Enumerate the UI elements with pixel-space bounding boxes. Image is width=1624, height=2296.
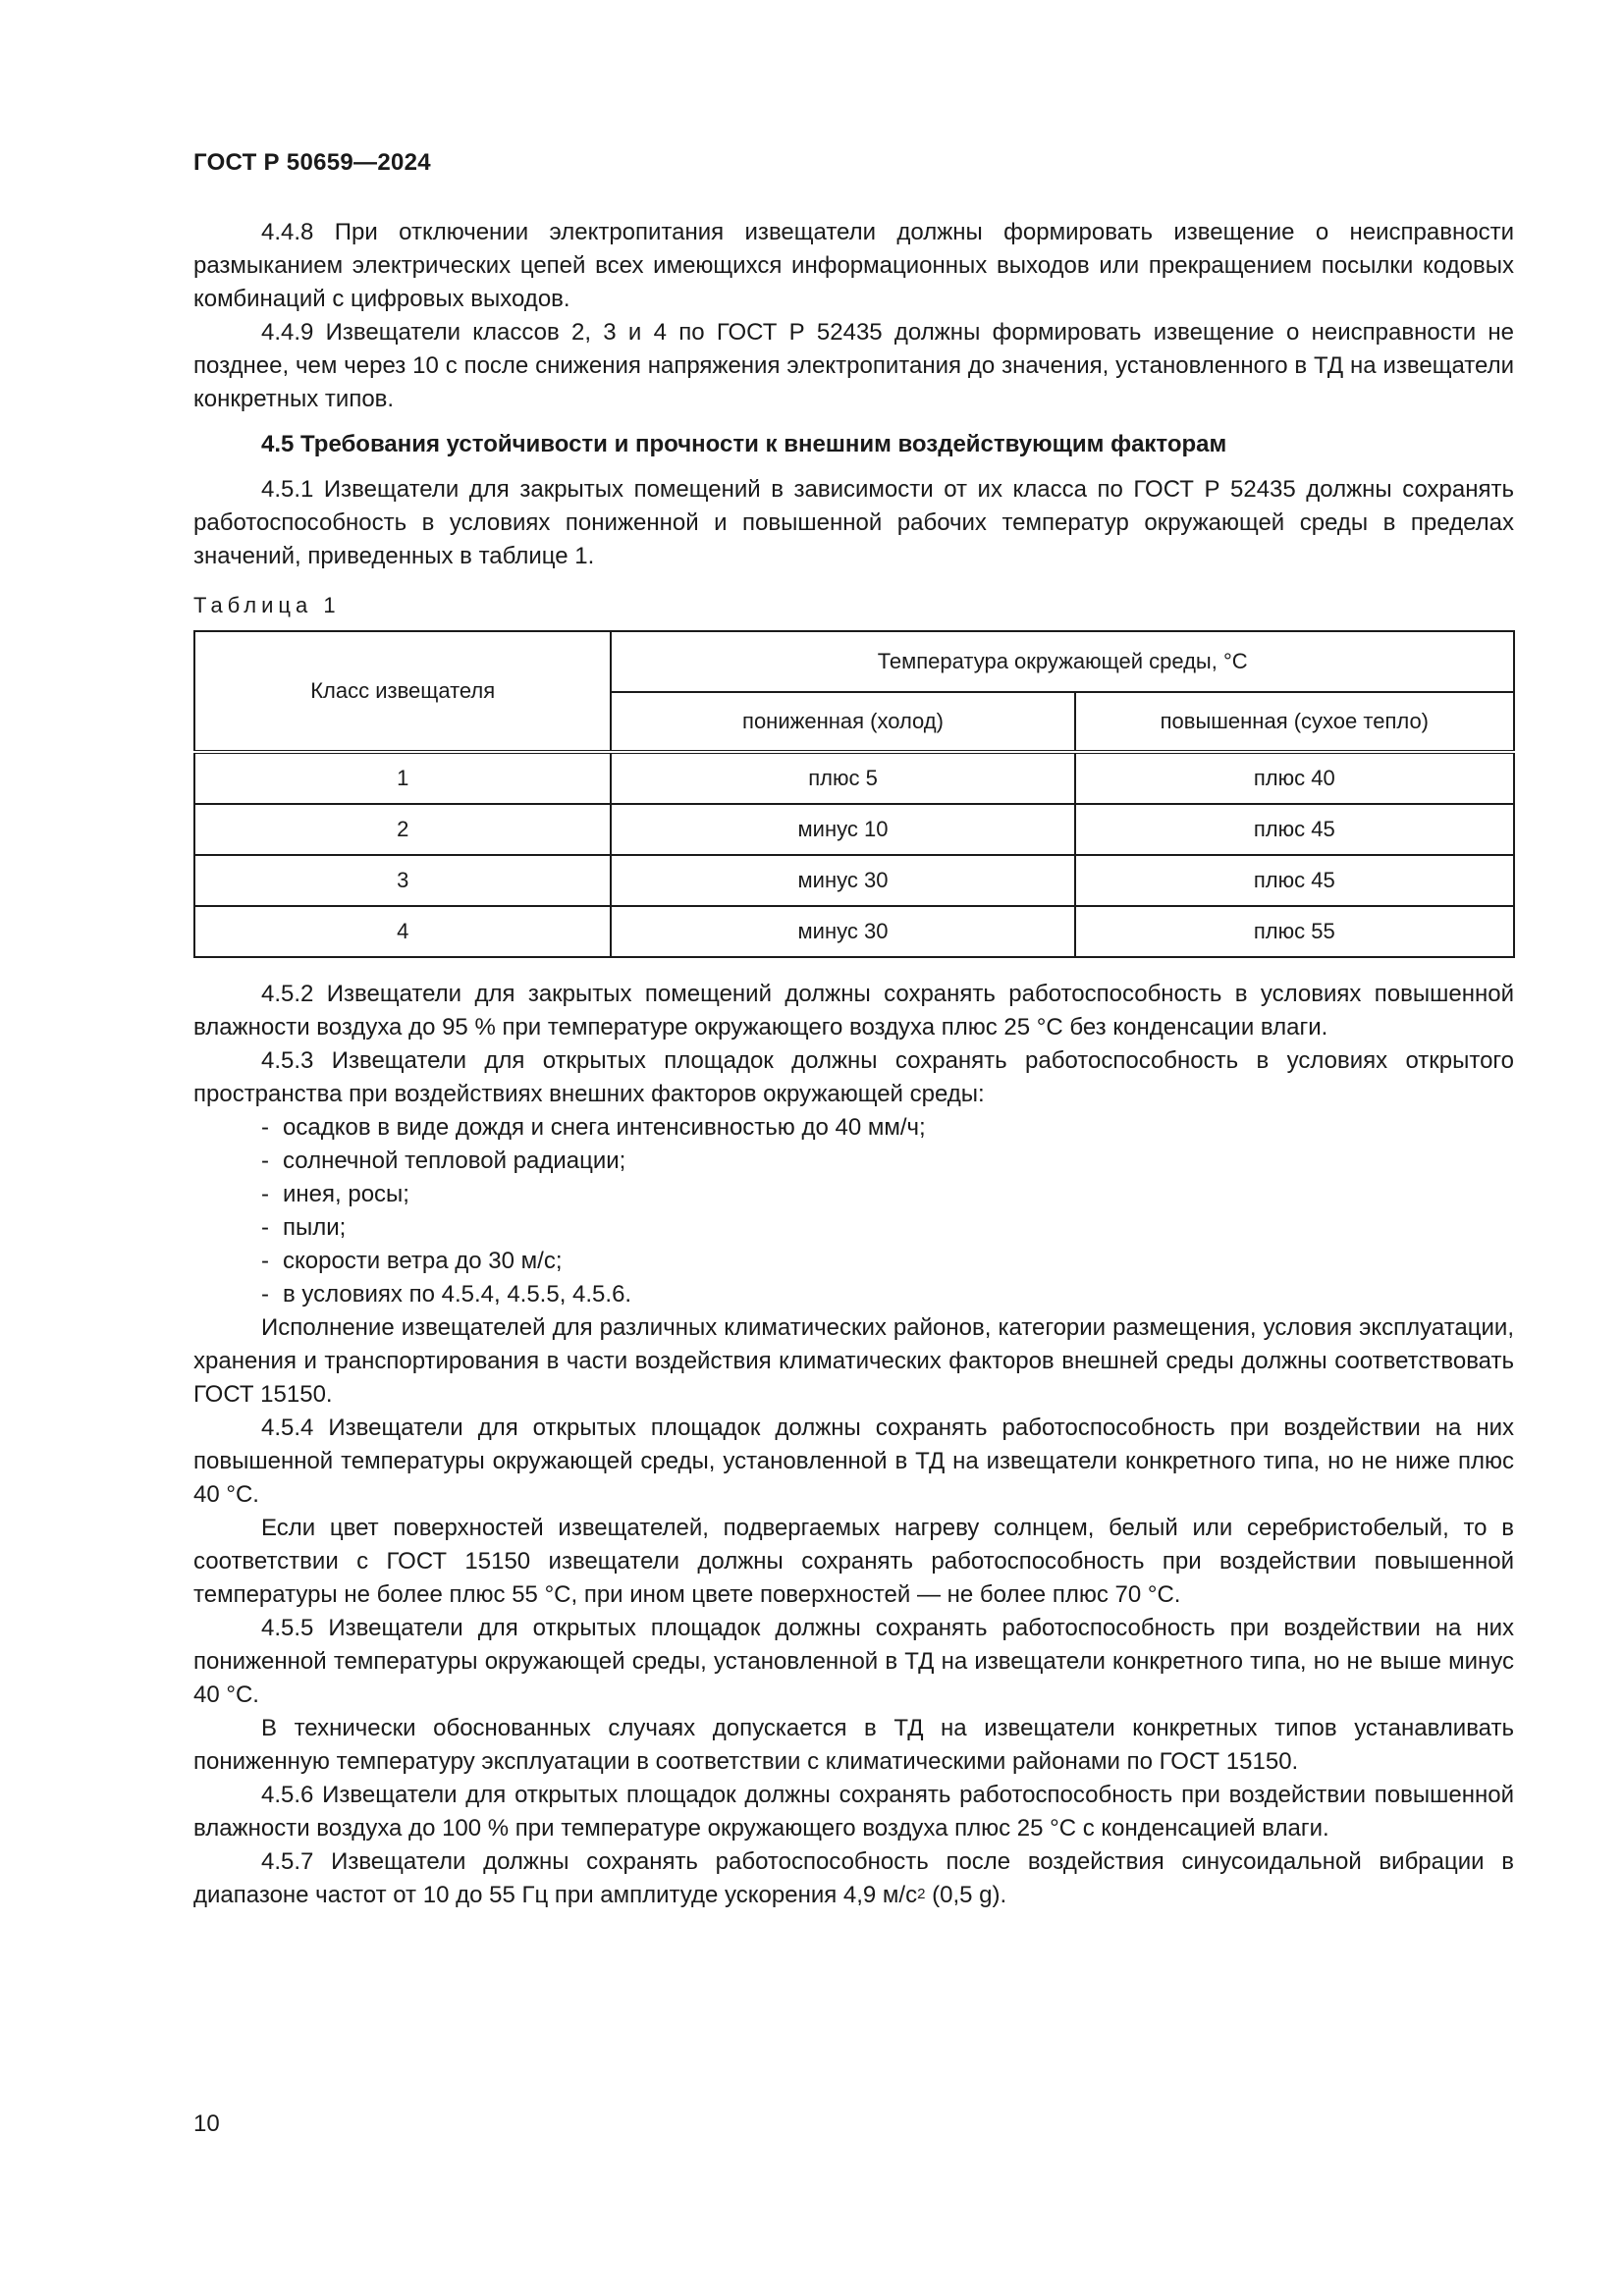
paragraph-4-4-8: 4.4.8 При отключении электропитания извещатели должны формировать извещение о неисправности размыканием электрических цепей всех имеющихся информационных выходов или прекращением посылки кодовых комбинаций с цифровых выходов. xyxy=(193,219,1514,312)
paragraph-4-5-5: 4.5.5 Извещатели для открытых площадок должны сохранять работоспособность при воздействии на них пониженной температуры окружающей среды, установленной в ТД на извещатели конкретного типа, но не выше минус 40 °С. xyxy=(193,1615,1514,1708)
table-header-row xyxy=(194,631,1514,692)
temperature-table xyxy=(193,630,1515,958)
table-row xyxy=(194,752,1514,804)
cell-high: плюс 45 xyxy=(1075,855,1514,906)
cell-class: 1 xyxy=(194,752,611,804)
document-header: ГОСТ Р 50659—2024 xyxy=(193,149,431,176)
paragraph-4-5-7: 4.5.7 Извещатели должны сохранять работоспособность после воздействия синусоидальной вибрации в диапазоне частот от 10 до 55 Гц при амплитуде ускорения 4,9 $м/с^2$ (0,5 g). xyxy=(193,1848,1514,1908)
paragraph-4-5-4: 4.5.4 Извещатели для открытых площадок должны сохранять работоспособность при воздействии на них повышенной температуры окружающей среды, установленной в ТД на извещатели конкретного типа, но не ниже плюс 40 °С. xyxy=(193,1415,1514,1508)
paragraph-4-5-3: 4.5.3 Извещатели для открытых площадок должны сохранять работоспособность в условиях открытого пространства при воздействиях внешних факторов окружающей среды: xyxy=(193,1047,1514,1107)
table-row xyxy=(194,804,1514,855)
cell-class: 2 xyxy=(194,804,611,855)
header-temperature: Температура окружающей среды, °С xyxy=(611,631,1514,692)
section-title-4-5: 4.5 Требования устойчивости и прочности к внешним воздействующим факторам xyxy=(261,431,1227,457)
cell-low: минус 10 xyxy=(611,804,1074,855)
cell-low: плюс 5 xyxy=(611,752,1074,804)
list-item: - осадков в виде дождя и снега интенсивностью до 40 мм/ч; xyxy=(261,1114,926,1141)
document-body xyxy=(193,216,1514,1912)
table-caption: Таблица 1 xyxy=(193,593,341,617)
paragraph-justified-cases: В технически обоснованных случаях допускается в ТД на извещатели конкретных типов устанавливать пониженную температуру эксплуатации в соответствии с климатическими районами по ГОСТ 15150. xyxy=(193,1715,1514,1775)
list-item: - скорости ветра до 30 м/с; xyxy=(261,1248,563,1274)
table-row xyxy=(194,855,1514,906)
header-low: пониженная (холод) xyxy=(611,692,1074,752)
cell-low: минус 30 xyxy=(611,855,1074,906)
paragraph-4-4-9: 4.4.9 Извещатели классов 2, 3 и 4 по ГОСТ Р 52435 должны формировать извещение о неисправности не позднее, чем через 10 с после снижения напряжения электропитания до значения, установленного в ТД на извещатели конкретных типов. xyxy=(193,319,1514,412)
paragraph-4-5-2: 4.5.2 Извещатели для закрытых помещений должны сохранять работоспособность в условиях повышенной влажности воздуха до 95 % при температуре окружающего воздуха плюс 25 °С без конденсации влаги. xyxy=(193,981,1514,1041)
header-class: Класс извещателя xyxy=(194,631,611,752)
paragraph-surface-color: Если цвет поверхностей извещателей, подвергаемых нагреву солнцем, белый или серебристобелый, то в соответствии с ГОСТ 15150 извещатели должны сохранять работоспособность при воздействии повышенной температуры не более плюс 55 °С, при ином цвете поверхностей — не более плюс 70 °С. xyxy=(193,1515,1514,1608)
cell-class: 3 xyxy=(194,855,611,906)
cell-high: плюс 55 xyxy=(1075,906,1514,957)
paragraph-4-5-1: 4.5.1 Извещатели для закрытых помещений в зависимости от их класса по ГОСТ Р 52435 должны сохранять работоспособность в условиях пониженной и повышенной рабочих температур окружающей среды в пределах значений, приведенных в таблице 1. xyxy=(193,476,1514,569)
page-number: 10 xyxy=(193,2110,220,2137)
list-item: - инея, росы; xyxy=(261,1181,409,1207)
cell-class: 4 xyxy=(194,906,611,957)
cell-high: плюс 45 xyxy=(1075,804,1514,855)
factors-list xyxy=(193,1111,1514,1311)
list-item: - солнечной тепловой радиации; xyxy=(261,1148,626,1174)
header-high: повышенная (сухое тепло) xyxy=(1075,692,1514,752)
paragraph-4-5-6: 4.5.6 Извещатели для открытых площадок должны сохранять работоспособность при воздействии повышенной влажности воздуха до 100 % при температуре окружающего воздуха плюс 25 °С с конденсацией влаги. xyxy=(193,1782,1514,1842)
paragraph-climate: Исполнение извещателей для различных климатических районов, категории размещения, условия эксплуатации, хранения и транспортирования в части воздействия климатических факторов внешней среды должны соответствовать ГОСТ 15150. xyxy=(193,1314,1514,1408)
cell-low: минус 30 xyxy=(611,906,1074,957)
list-item: - в условиях по 4.5.4, 4.5.5, 4.5.6. xyxy=(261,1281,632,1308)
table-row xyxy=(194,906,1514,957)
list-item: - пыли; xyxy=(261,1214,347,1241)
cell-high: плюс 40 xyxy=(1075,752,1514,804)
